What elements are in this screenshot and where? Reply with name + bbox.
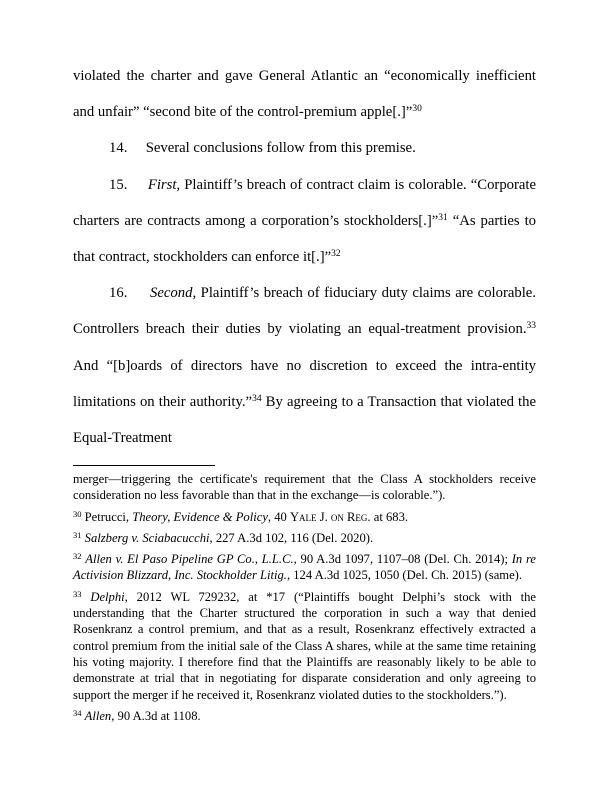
footnote-ref-34[interactable]: 34: [252, 393, 262, 404]
paragraph-continued: violated the charter and gave General Atlantic an “economically inefficient and unfair” “second bite of the control-premium apple[.]”$^{30}$: [73, 68, 536, 121]
footnote-30: $^{30}$ Petrucci, Theory, Evidence & Policy, 40 Yale J. on Reg. at 683.: [73, 508, 409, 524]
footnote-31: $^{31}$ Salzberg v. Sciabacucchi, 227 A.3d 102, 116 (Del. 2020).: [73, 529, 374, 545]
footnote-ref-31[interactable]: 31: [438, 212, 448, 223]
paragraph-14: 14. Several conclusions follow from this premise.: [109, 140, 416, 157]
footnote-ref-32[interactable]: 32: [331, 249, 341, 260]
footnote-34: $^{34}$ Allen, 90 A.3d at 1108.: [73, 707, 201, 723]
footnotes: [73, 471, 536, 729]
footnote-ref-33[interactable]: 33: [526, 321, 536, 332]
footnote-ref-30[interactable]: 30: [412, 104, 422, 115]
footnote-divider: [73, 465, 215, 466]
paragraph-number: 16.: [109, 285, 128, 302]
body-text: [73, 58, 536, 456]
paragraph-number: 14.: [109, 140, 128, 157]
footnote-continued: merger—triggering the certificate's requirement that the Class A stockholders receive consideration no less favorable than that in the exchange—is colorable.”).: [73, 472, 536, 503]
paragraph-number: 15.: [109, 176, 128, 193]
paragraph-16: 16. Second, Plaintiff’s breach of fiduciary duty claims are colorable. Controllers breach their duties by violating an equal-treatment provision.$^{33}$ And “[b]oards of directors have no discretion to exceed the intra-entity limitations on their authority.”$^{34}$ By agreeing to a Transaction that violated the Equal-Treatment: [73, 285, 536, 447]
footnote-32: $^{32}$ Allen v. El Paso Pipeline GP Co., L.L.C., 90 A.3d 1097, 1107–08 (Del. Ch. 2014); In re Activision Blizzard, Inc. Stockholder Litig., 124 A.3d 1025, 1050 (Del. Ch. 2015) (same).: [73, 551, 536, 583]
footnote-33: $^{33}$ Delphi, 2012 WL 729232, at *17 (“Plaintiffs bought Delphi’s stock with the understanding that the Charter structured the corporation in such a way that denied Rosenkranz a control premium, and that as a result, Rosenkranz effectively extracted a control premium from the initial sale of the Class A shares, while at the same time retaining his voting majority. I therefore find that the Plaintiffs are reasonably likely to be able to demonstrate at trial that in negotiating for disparate consideration and only agreeing to support the merger if he received it, Rosenkranz violated duties to the stockholders.”).: [73, 588, 537, 702]
paragraph-15: 15. First, Plaintiff’s breach of contract claim is colorable. “Corporate charters are contracts among a corporation’s stockholders[.]”$^{31}$ “As parties to that contract, stockholders can enforce it[.]”$^{32}$: [73, 176, 537, 266]
